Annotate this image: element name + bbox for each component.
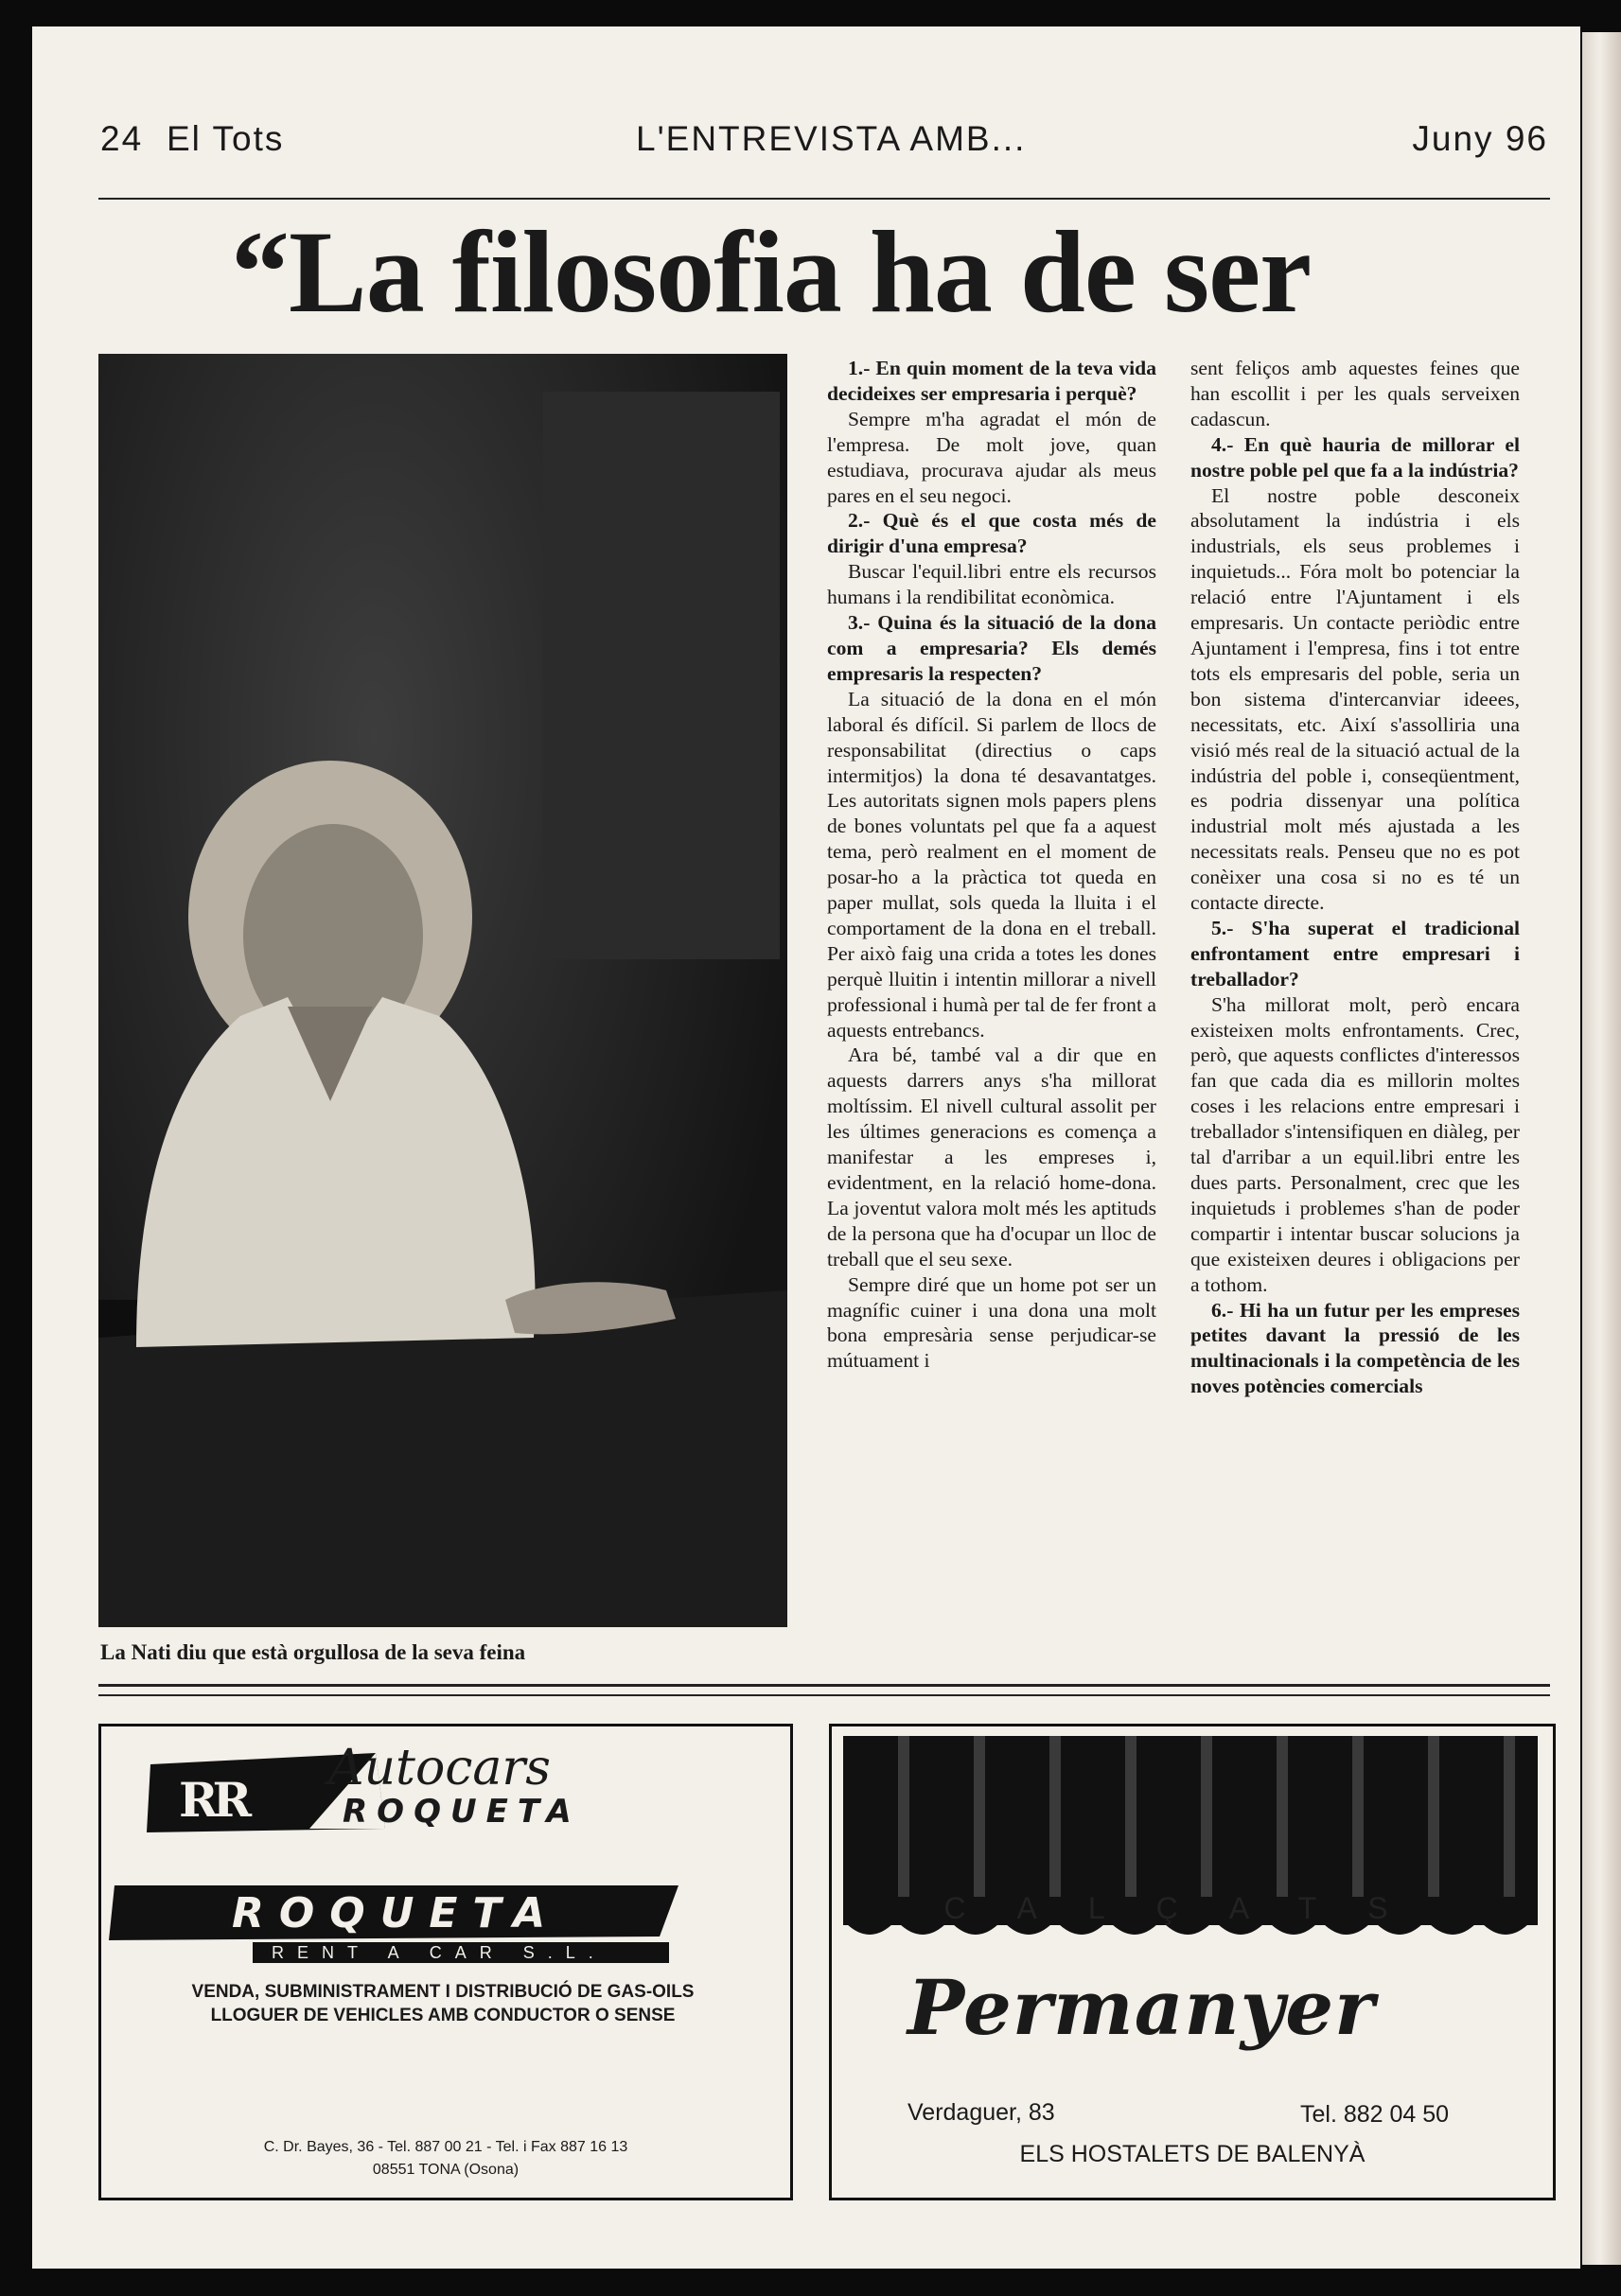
question-4: 4.- En què hauria de millorar el nostre poble pel que fa a la indústria? bbox=[1190, 432, 1520, 482]
address-line: C. Dr. Bayes, 36 - Tel. 887 00 21 - Tel. i Fax 887 16 13 bbox=[263, 2139, 628, 2155]
city-line: 08551 TONA (Osona) bbox=[372, 2162, 520, 2178]
answer-3-part-1: La situació de la dona en el món laboral és difícil. Si parlem de llocs de responsabilitat (directius o caps intermitjos) la dona té desavantatges. Les autoritats signen mols papers plens de bones voluntats pel que fa a aquest tema, però realment en el moment de posar-ho a la pràctica tot queda en paper mullat, sols queda la lluita i el comportament de la dona en el treball. Per això faig una crida a totes les dones perquè lluitin i intentin millorar a nivell professional i humà per tal de fer front a aquests entrebancs. bbox=[827, 687, 1156, 1042]
question-2: 2.- Què és el que costa més de dirigir d'una empresa? bbox=[827, 509, 1156, 558]
autocars-brand: ROQUETA bbox=[343, 1793, 581, 1831]
header-rule bbox=[98, 198, 1550, 200]
answer-4: El nostre poble desconeix absolutament la indústria i els industrials, els seus problemes i inquietuds... Fóra molt bo potenciar la relació entre l'Ajuntament i els empresaris. Un contacte periòdic entre Ajuntament i l'empresa, fins i tot entre tots els empresaris del poble, seria un bon sistema d'intercanviar ideees, necessitats, etc. Així s'assolliria una visió més real de la situació actual de la indústria del poble i, conseqüentment, es podria dissenyar una política industrial molt més ajustada a les necessitats reals. Penseu que no es pot conèixer una cosa si no es té un contacte directe. bbox=[1190, 483, 1520, 915]
ad-address bbox=[101, 2136, 790, 2182]
headline: “La filosofia ha de ser bbox=[231, 207, 1312, 337]
answer-3-continued: sent feliços amb aquestes feines que han escollit i per les quals serveixen cadascun. bbox=[1190, 357, 1520, 430]
issue-date: Juny 96 bbox=[1412, 119, 1548, 158]
permanyer-brand: Permanyer bbox=[907, 1963, 1376, 2052]
interview-photo bbox=[98, 354, 787, 1627]
ad-calcats-permanyer bbox=[829, 1724, 1556, 2200]
answer-2: Buscar l'equil.libri entre els recursos humans i la rendibilitat econòmica. bbox=[827, 560, 1156, 609]
photo-caption: La Nati diu que està orgullosa de la seva feina bbox=[100, 1640, 526, 1664]
section-title: L'ENTREVISTA AMB... bbox=[636, 119, 1027, 158]
rentacar-subtitle: RENT A CAR S.L. bbox=[272, 1943, 607, 1962]
shop-town: ELS HOSTALETS DE BALENYÀ bbox=[1019, 2141, 1366, 2167]
answer-5: S'ha millorat molt, però encara existeixen molts enfrontaments. Crec, però, que aquests conflictes d'interessos fan que cada dia es millorin moltes coses i les relacions entre empresari i treballador s'intensifiquen en diàleg, per tal d'arribar a un equil.libri entre les dues parts. Personalment, crec que les inquietuds i problemes s'han de poder compartir i intentar buscar solucions ja que existeixen deures i obligacions per a tothom. bbox=[1190, 992, 1520, 1296]
article-column-2 bbox=[1190, 356, 1520, 1399]
ad-autocars-roqueta bbox=[98, 1724, 793, 2200]
adjacent-page-edge bbox=[1582, 32, 1621, 2265]
ad-services bbox=[116, 1980, 769, 2027]
page-header bbox=[100, 119, 1548, 187]
services-line-2: LLOGUER DE VEHICLES AMB CONDUCTOR O SENSE bbox=[210, 2006, 676, 2025]
shop-phone: Tel. 882 04 50 bbox=[1300, 2101, 1450, 2128]
roqueta-logo-initials: RR bbox=[179, 1772, 247, 1828]
question-1: 1.- En quin moment de la teva vida decideixes ser empresaria i perquè? bbox=[827, 357, 1156, 405]
awning-text: CALÇATS bbox=[943, 1891, 1439, 1925]
autocars-script: Autocars bbox=[328, 1740, 551, 1796]
article-column-1 bbox=[827, 356, 1156, 1374]
ads-divider bbox=[98, 1684, 1550, 1696]
page-number: 24 bbox=[100, 119, 144, 158]
services-line-1: VENDA, SUBMINISTRAMENT I DISTRIBUCIÓ DE GAS-OILS bbox=[191, 1982, 695, 2002]
publication-name: El Tots bbox=[167, 119, 285, 158]
question-3: 3.- Quina és la situació de la dona com a empresaria? Els demés empresaris la respecten? bbox=[827, 611, 1156, 685]
question-6: 6.- Hi ha un futur per les empreses petites davant la pressió de les multinacionals i la competència de les noves potències comercials bbox=[1190, 1298, 1520, 1398]
answer-1: Sempre m'ha agradat el món de l'empresa. De molt jove, quan estudiava, procurava ajudar als meus pares en el seu negoci. bbox=[827, 407, 1156, 507]
magazine-page bbox=[32, 26, 1580, 2269]
question-5: 5.- S'ha superat el tradicional enfrontament entre empresari i treballador? bbox=[1190, 916, 1520, 990]
shop-street: Verdaguer, 83 bbox=[907, 2099, 1055, 2126]
answer-3-part-3: Sempre diré que un home pot ser un magnífic cuiner i una dona una molt bona empresària sense perjudicar-se mútuament i bbox=[827, 1272, 1156, 1373]
answer-3-part-2: Ara bé, també val a dir que en aquests darrers anys s'ha millorat moltíssim. El nivell cultural assolit per les últimes generacions es comença a manifestar a les empreses i, evidentment, en la relació home-dona. La joventut valora molt més les aptituds de la persona que ha d'ocupar un lloc de treball que el seu sexe. bbox=[827, 1043, 1156, 1271]
rentacar-brand: ROQUETA bbox=[232, 1889, 561, 1937]
